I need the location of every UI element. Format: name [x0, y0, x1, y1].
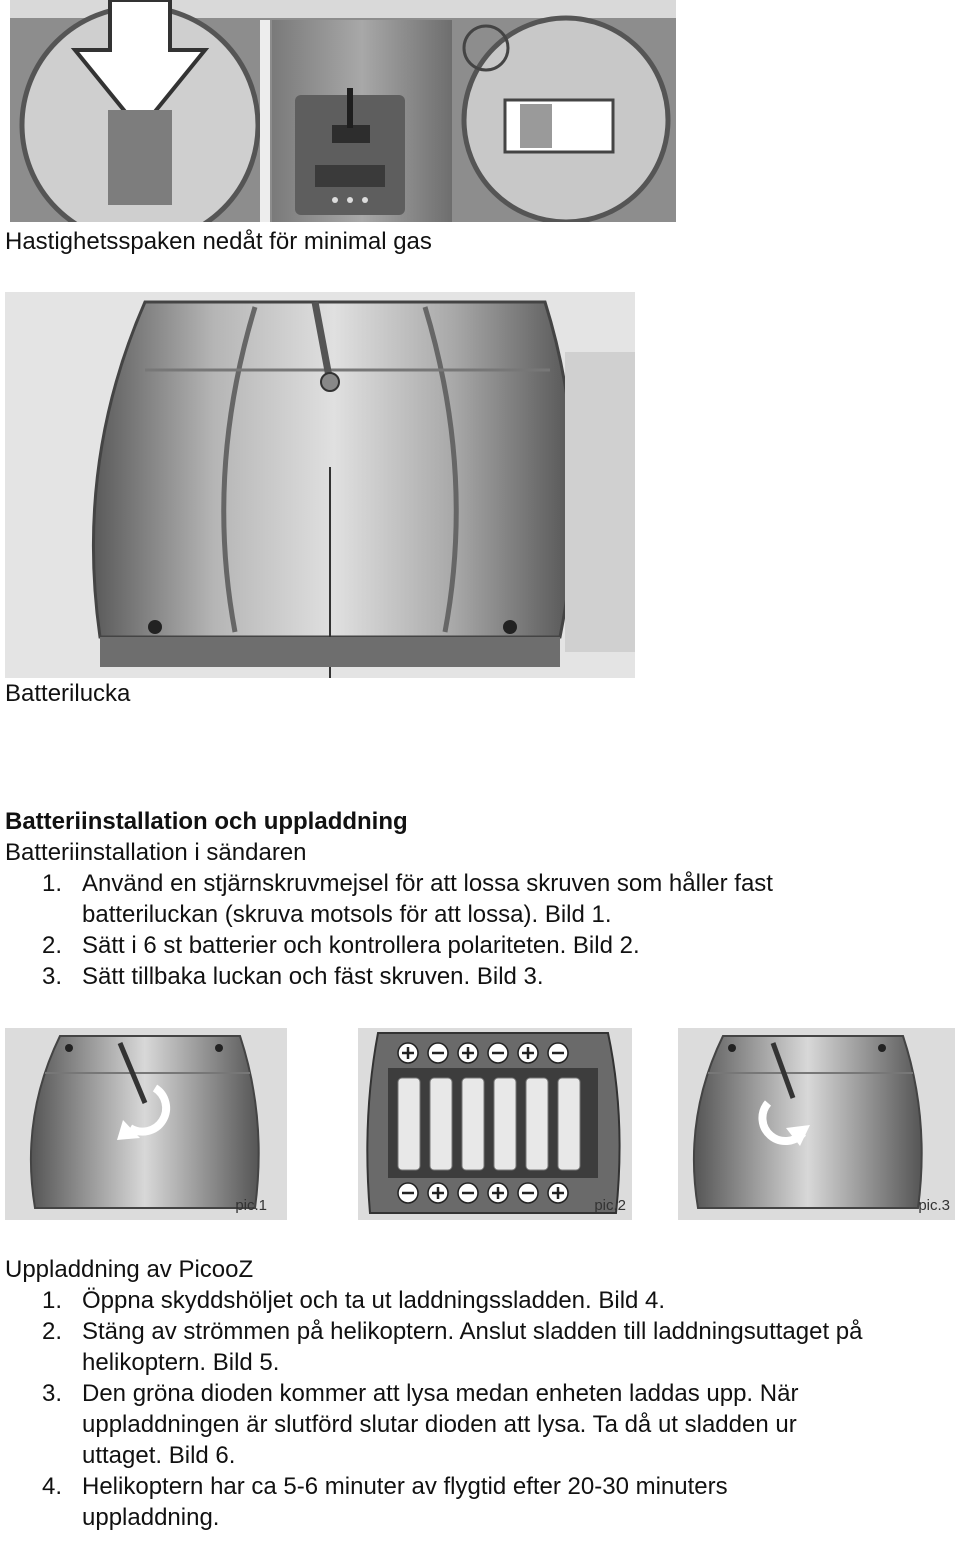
charging-section-heading: Uppladdning av PicooZ — [5, 1256, 254, 1283]
battery-cover-caption: Batterilucka — [5, 680, 131, 707]
charging-step: 3. Den gröna dioden kommer att lysa medan enheten laddas upp. När uppladdningen är slutförd slutar dioden att lysa. Ta då ut sladden ur uttaget. Bild 6. — [42, 1380, 799, 1469]
charging-step: 2. Stäng av strömmen på helikoptern. Anslut sladden till laddningsuttaget på helikoptern. Bild 5. — [42, 1318, 863, 1376]
battery-cover-photo — [5, 292, 635, 678]
battery-section-subheading: Batteriinstallation i sändaren — [5, 839, 307, 866]
throttle-caption: Hastighetsspaken nedåt för minimal gas — [5, 228, 432, 255]
pic1-illustration — [5, 1028, 287, 1220]
pic3-photo — [678, 1028, 955, 1220]
throttle-photo — [10, 0, 676, 222]
pic2-illustration — [358, 1028, 632, 1220]
battery-step: 1. Använd en stjärnskruvmejsel för att lossa skruven som håller fast batteriluckan (skruva motsols för att lossa). Bild 1. — [42, 870, 773, 928]
pic1-label: pic.1 — [235, 1197, 267, 1214]
charging-steps — [0, 1285, 890, 1533]
battery-section-heading: Batteriinstallation och uppladdning — [5, 808, 408, 835]
pic3-illustration — [678, 1028, 955, 1220]
charging-step: 4. Helikoptern har ca 5-6 minuter av flygtid efter 20-30 minuters uppladdning. — [42, 1473, 728, 1531]
throttle-illustration — [10, 0, 676, 222]
pic2-photo — [358, 1028, 632, 1220]
battery-step: 2. Sätt i 6 st batterier och kontrollera polariteten. Bild 2. — [42, 932, 640, 959]
battery-steps — [0, 868, 870, 992]
charging-step: 1. Öppna skyddshöljet och ta ut laddningssladden. Bild 4. — [42, 1287, 666, 1314]
pic1-photo — [5, 1028, 287, 1220]
battery-section — [5, 806, 955, 992]
battery-step: 3. Sätt tillbaka luckan och fäst skruven. Bild 3. — [42, 963, 544, 990]
battery-cover-illustration — [5, 292, 635, 678]
pic3-label: pic.3 — [918, 1197, 950, 1214]
charging-section — [5, 1254, 955, 1533]
pic2-label: pic.2 — [594, 1197, 626, 1214]
